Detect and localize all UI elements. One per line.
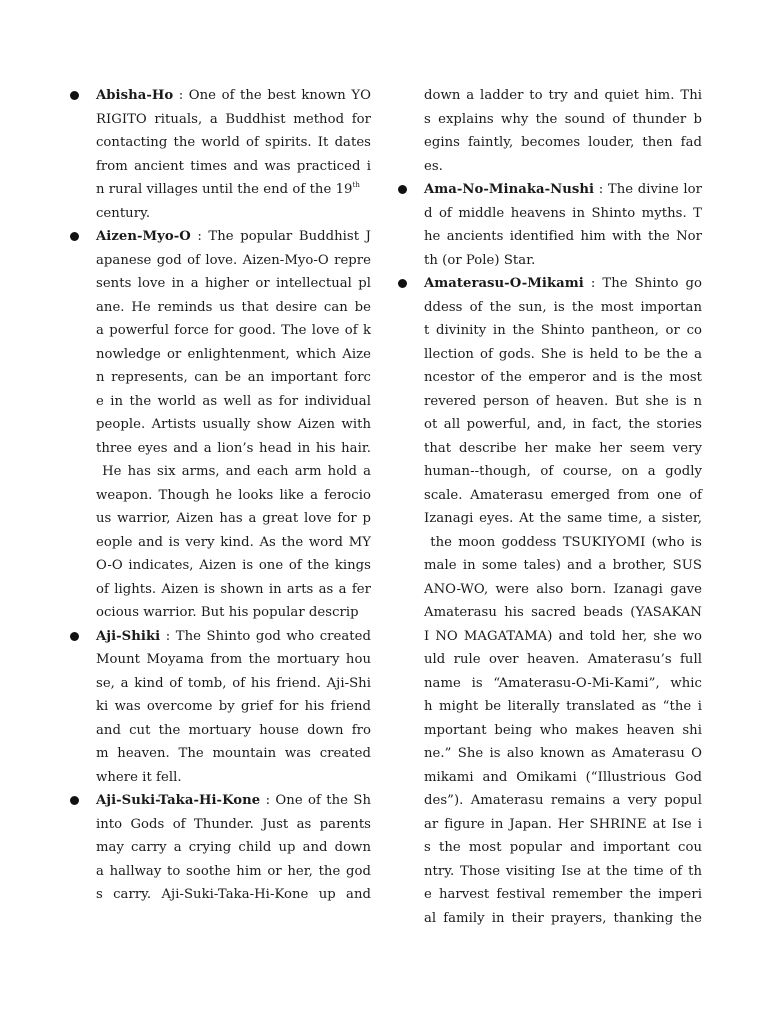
bullet-icon — [70, 796, 79, 805]
entry-first-line: Abisha-Ho : One of the best known YO — [96, 88, 371, 103]
bullet-icon — [70, 232, 79, 241]
entry-line: llection of gods. She is held to be the a — [424, 346, 702, 362]
entry-line: uld rule over heaven. Amaterasu’s full — [424, 652, 702, 667]
entry-line: human--though, of course, on a godly — [424, 464, 702, 479]
entry-first-line: Aji-Suki-Taka-Hi-Kone : One of the Sh — [96, 793, 371, 808]
entry-line: mikami and Omikami (“Illustrious God — [424, 769, 702, 785]
entry-line: ki was overcome by grief for his friend — [96, 699, 371, 714]
entry-line: h might be literally translated as “the i — [424, 699, 702, 714]
right-column — [398, 84, 702, 930]
entry-line: a powerful force for good. The love of k — [96, 323, 371, 338]
entry-line: revered person of heaven. But she is n — [424, 393, 702, 409]
entry-amaterasu-o-mikami — [398, 272, 702, 930]
entry-line: egins faintly, becomes louder, then fad — [424, 135, 702, 150]
entry-line: name is “Amaterasu-O-Mi-Kami”, whic — [424, 675, 702, 691]
entry-line: s explains why the sound of thunder b — [424, 111, 702, 127]
entry-line: eople and is very kind. As the word MY — [96, 534, 371, 550]
entry-line: ane. He reminds us that desire can be — [96, 299, 371, 315]
entry-aji-suki-taka-hi-kone — [70, 789, 371, 907]
entry-line: e harvest festival remember the imperi — [424, 887, 702, 902]
bullet-icon — [398, 279, 407, 288]
entry-line: s the most popular and important cou — [424, 840, 702, 855]
entry-first-line: Ama-No-Minaka-Nushi : The divine lor — [424, 182, 702, 197]
entry-aji-shiki — [70, 625, 371, 790]
entry-line: nowledge or enlightenment, which Aize — [96, 346, 371, 362]
entry-line: ne.” She is also known as Amaterasu O — [424, 746, 702, 761]
entry-line: ntry. Those visiting Ise at the time of th — [424, 863, 702, 879]
entry-line: weapon. Though he looks like a ferocio — [96, 487, 371, 503]
entry-line: des”). Amaterasu remains a very popul — [424, 793, 702, 808]
entry-line: people. Artists usually show Aizen with — [96, 417, 371, 432]
entry-line: Amaterasu his sacred beads (YASAKAN — [424, 605, 702, 620]
entry-term: Amaterasu-O-Mikami — [424, 276, 584, 291]
entry-line: se, a kind of tomb, of his friend. Aji-Shi — [96, 675, 371, 691]
entry-line: n rural villages until the end of the 19th — [96, 181, 360, 197]
entry-term: Aji-Suki-Taka-Hi-Kone — [96, 793, 261, 808]
entry-term: Abisha-Ho — [96, 88, 174, 103]
entry-line: ddess of the sun, is the most importan — [424, 299, 702, 315]
entry-line: of lights. Aizen is shown in arts as a fer — [96, 581, 371, 597]
entry-line: sents love in a higher or intellectual pl — [96, 276, 371, 291]
entry-aizen-myo-o — [70, 225, 371, 625]
left-column — [70, 84, 371, 907]
entry-line: n represents, can be an important forc — [96, 370, 371, 385]
entry-line: ANO-WO, were also born. Izanagi gave — [424, 581, 702, 597]
entry-line: a hallway to soothe him or her, the god — [96, 863, 371, 879]
entry-abisha-ho — [70, 84, 371, 225]
bullet-icon — [398, 185, 407, 194]
bullet-icon — [70, 632, 79, 641]
entry-line: ar figure in Japan. Her SHRINE at Ise i — [424, 816, 702, 832]
entry-line: es. — [424, 158, 443, 174]
entry-line: d of middle heavens in Shinto myths. T — [424, 205, 702, 221]
entry-line: I NO MAGATAMA) and told her, she wo — [424, 628, 702, 644]
entry-ama-no-minaka-nushi — [398, 178, 702, 272]
entry-line: male in some tales) and a brother, SUS — [424, 558, 702, 573]
entry-term: Aji-Shiki — [96, 628, 161, 644]
entry-line: s carry. Aji-Suki-Taka-Hi-Kone up and — [96, 887, 371, 902]
entry-line: that describe her make her seem very — [424, 440, 702, 456]
entry-line: th (or Pole) Star. — [424, 252, 536, 268]
entry-line: RIGITO rituals, a Buddhist method for — [96, 111, 371, 127]
entry-line: m heaven. The mountain was created — [96, 746, 371, 761]
entry-line: Mount Moyama from the mortuary hou — [96, 652, 371, 667]
entry-line: Izanagi eyes. At the same time, a sister, — [424, 511, 702, 526]
entry-line: from ancient times and was practiced i — [96, 158, 371, 174]
entry-first-line: Aji-Shiki : The Shinto god who created — [96, 628, 371, 644]
entry-term: Aizen-Myo-O — [96, 229, 191, 244]
entry-first-line: Amaterasu-O-Mikami : The Shinto go — [424, 276, 702, 291]
entry-line: e in the world as well as for individual — [96, 393, 371, 409]
entry-line: al family in their prayers, thanking the — [424, 910, 702, 926]
entry-line: contacting the world of spirits. It dates — [96, 135, 371, 150]
entry-line: may carry a crying child up and down — [96, 840, 371, 855]
entry-first-line: Aizen-Myo-O : The popular Buddhist J — [96, 229, 371, 244]
entry-line: O-O indicates, Aizen is one of the kings — [96, 558, 371, 573]
entry-line: ot all powerful, and, in fact, the stories — [424, 417, 702, 432]
entry-line: t divinity in the Shinto pantheon, or co — [424, 323, 702, 338]
entry-line: three eyes and a lion’s head in his hair. — [96, 440, 371, 456]
entry-line: ocious warrior. But his popular descrip — [96, 605, 359, 620]
entry-continuation — [398, 84, 702, 178]
entry-line: scale. Amaterasu emerged from one of — [424, 487, 702, 503]
entry-line: into Gods of Thunder. Just as parents — [96, 816, 371, 832]
entry-line: apanese god of love. Aizen-Myo-O repre — [96, 252, 371, 268]
entry-line: mportant being who makes heaven shi — [424, 722, 702, 738]
entry-line: us warrior, Aizen has a great love for p — [96, 511, 371, 526]
entry-line: century. — [96, 205, 151, 221]
entry-line: down a ladder to try and quiet him. Thi — [424, 88, 702, 103]
superscript: th — [352, 181, 360, 189]
bullet-icon — [70, 91, 79, 100]
entry-line: the moon goddess TSUKIYOMI (who is — [424, 534, 702, 550]
entry-line: and cut the mortuary house down fro — [96, 722, 371, 738]
entry-line: he ancients identified him with the Nor — [424, 229, 702, 244]
entry-line: He has six arms, and each arm hold a — [96, 464, 371, 479]
entry-line: where it fell. — [96, 769, 182, 785]
entry-line: ncestor of the emperor and is the most — [424, 370, 702, 385]
entry-term: Ama-No-Minaka-Nushi — [424, 182, 595, 197]
